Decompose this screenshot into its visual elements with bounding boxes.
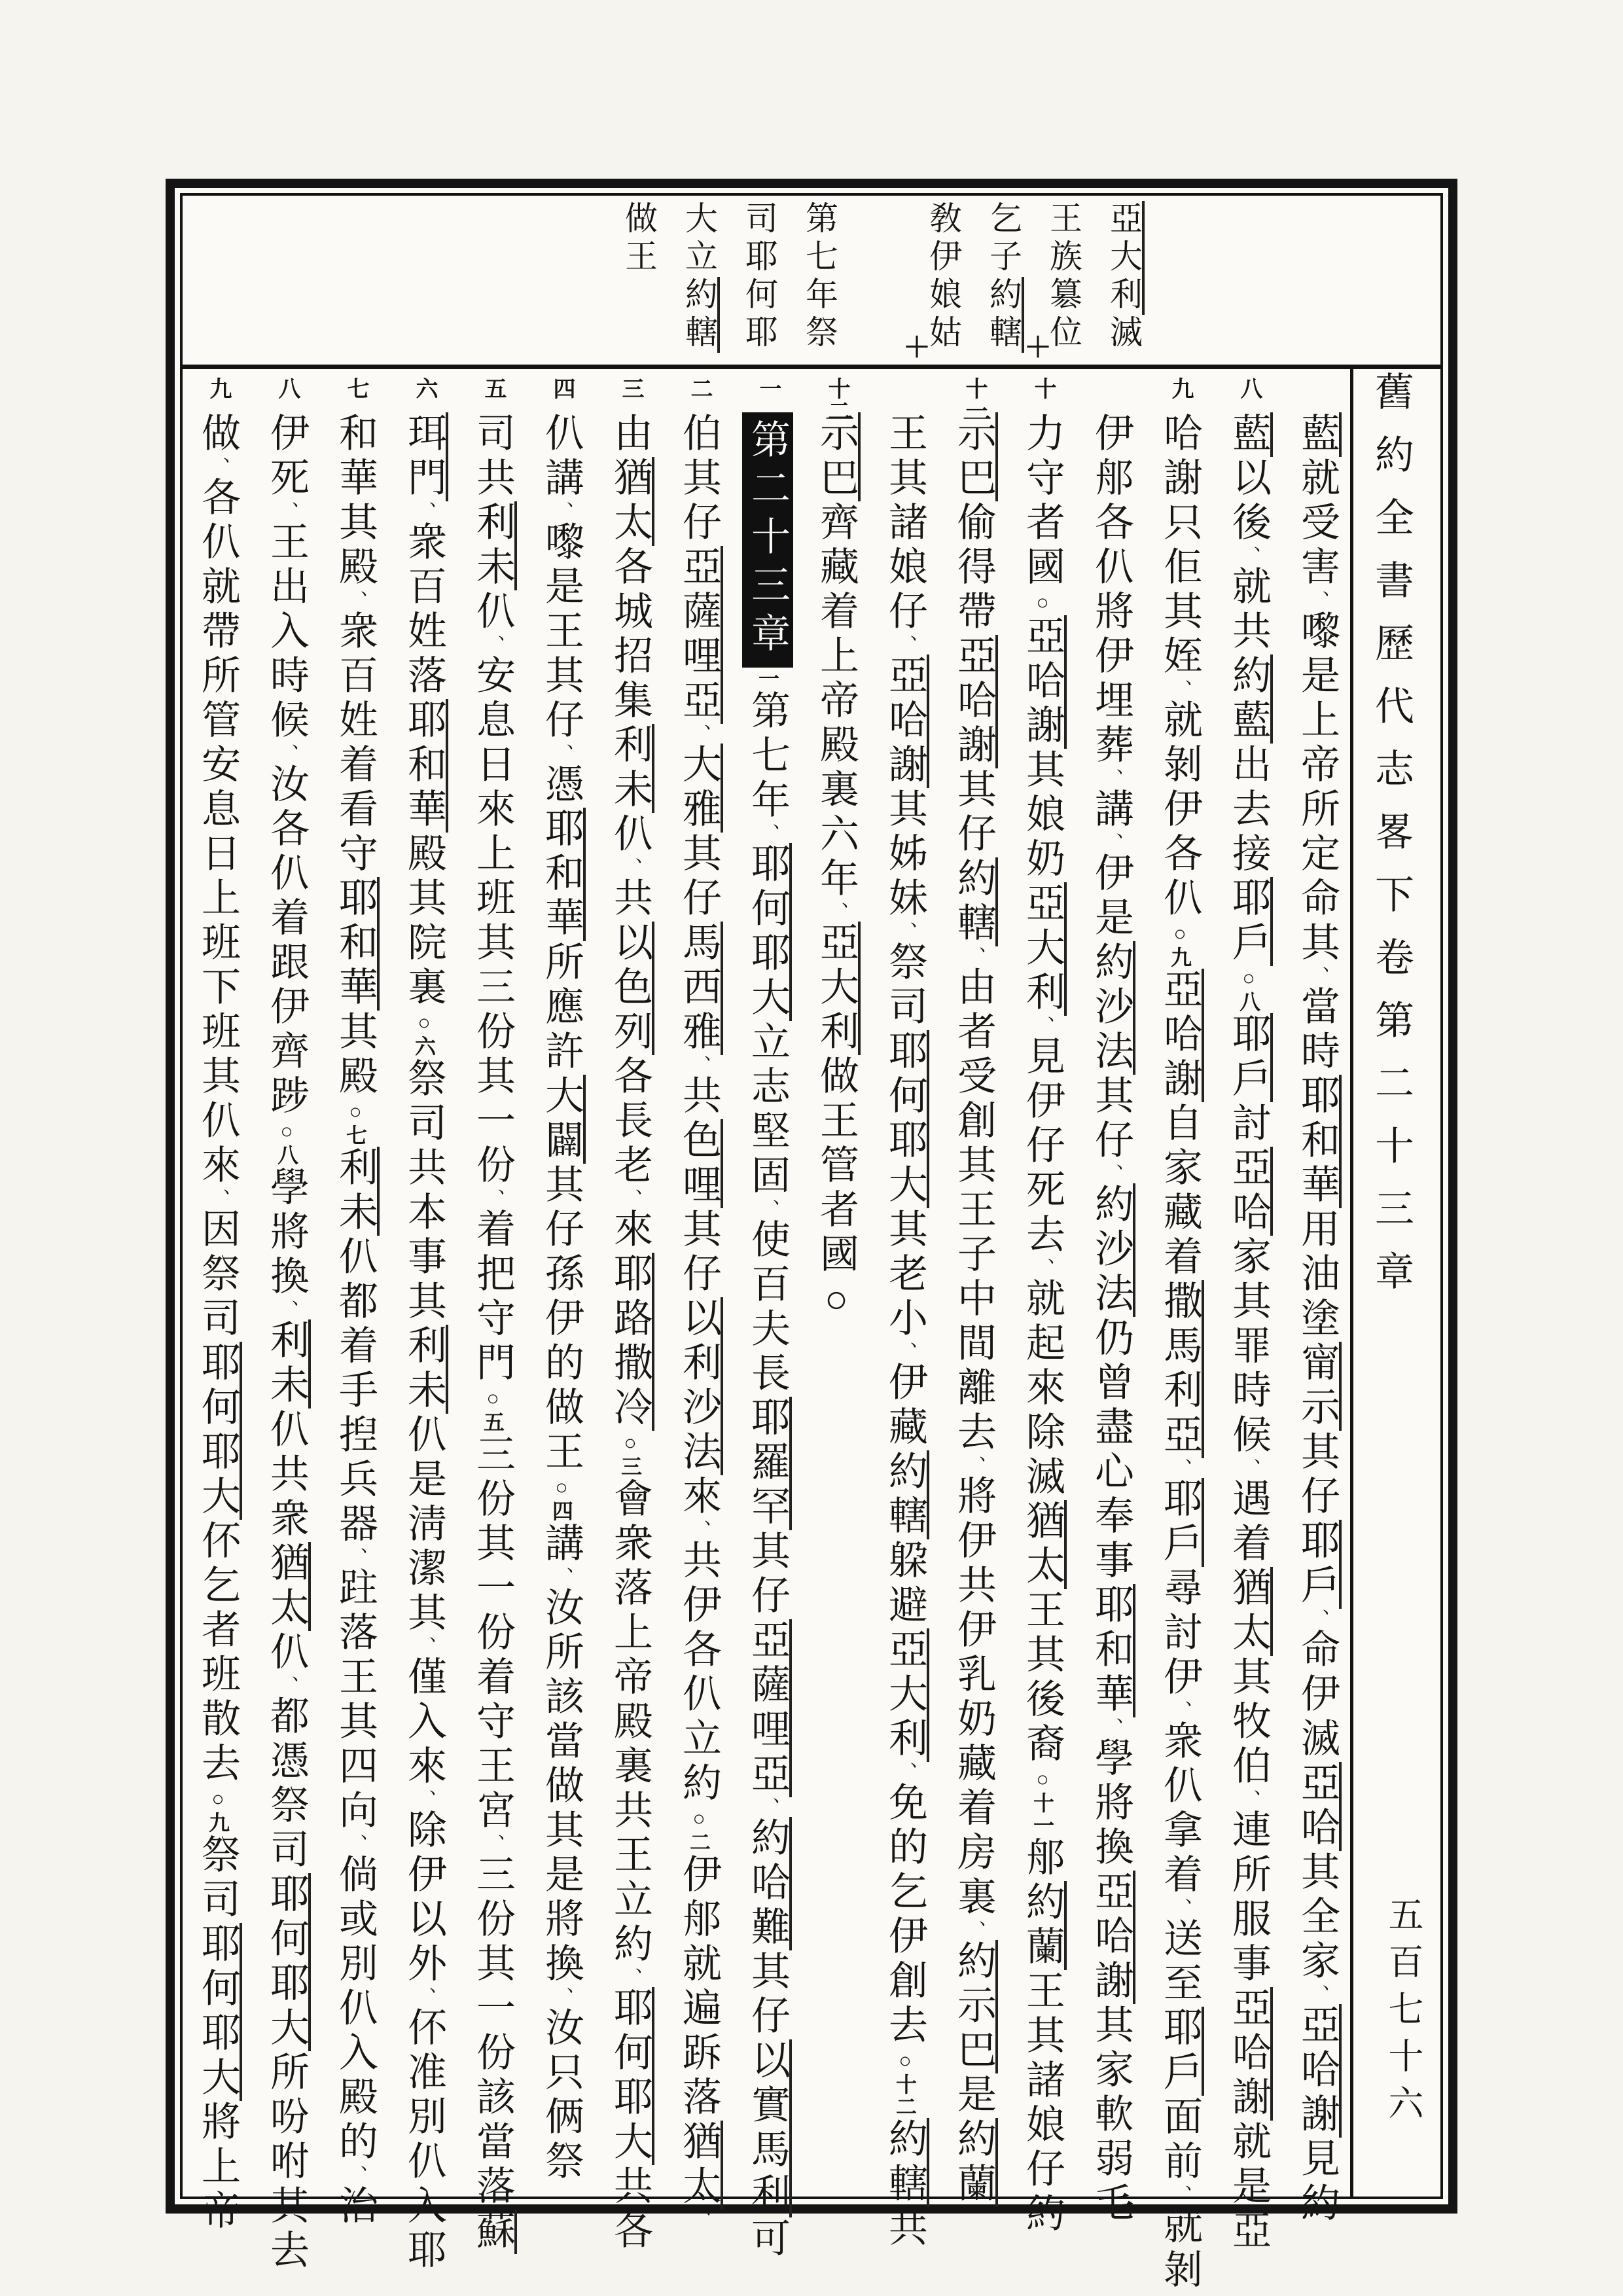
text-column: 王其諸娘仔、亞哈謝其姊妹、祭司耶何耶大其老小、伊藏約轄躱避亞大利、免的乞伊創去○十二約轄共 bbox=[872, 412, 938, 2209]
proper-name-mark: 甯示 bbox=[1296, 1342, 1342, 1431]
text-column: 十 力守者國○亞哈謝其娘奶亞大利、見伊仔死去、就起來除滅猶太王其後裔○十一郍約蘭王其諸娘仔約 bbox=[1010, 412, 1075, 2209]
annotation-column: 亞大利滅 bbox=[1094, 201, 1154, 358]
ideographic-comma: 、 bbox=[414, 1987, 435, 2007]
ideographic-comma: 、 bbox=[1307, 1984, 1329, 2004]
page-number: 五百七十六 bbox=[1383, 1896, 1423, 2132]
verse-marker: ○七 bbox=[344, 1100, 367, 1147]
verse-number-top: 八 bbox=[275, 377, 299, 399]
ideographic-comma: 、 bbox=[963, 946, 985, 966]
proper-name-mark: 耶戶 bbox=[1227, 1013, 1273, 1102]
ideographic-comma: 、 bbox=[1238, 1458, 1260, 1478]
ideographic-comma: 、 bbox=[895, 1762, 916, 1782]
proper-name-mark: 耶戶 bbox=[1158, 1478, 1204, 1567]
proper-name-mark: 大闢 bbox=[540, 1075, 586, 1164]
ideographic-comma: 、 bbox=[276, 1300, 298, 1319]
proper-name-mark: 約示巴 bbox=[952, 1940, 998, 2073]
chapter-title: 第二十三章 bbox=[1370, 999, 1413, 1314]
ideographic-comma: 、 bbox=[757, 1199, 779, 1219]
ideographic-comma: 、 bbox=[1101, 768, 1122, 788]
proper-name-mark: 約哈難 bbox=[746, 1817, 792, 1950]
verse-marker: ○三 bbox=[618, 1431, 642, 1478]
ideographic-comma: 、 bbox=[1307, 590, 1329, 610]
proper-name-mark: 亞哈謝 bbox=[1090, 1871, 1135, 2004]
proper-name-mark: 大雅 bbox=[677, 744, 723, 833]
annotation-column: 敎伊娘姑 bbox=[925, 201, 961, 353]
verse-number-top: 八 bbox=[1237, 377, 1261, 399]
proper-name-mark: 利未 bbox=[609, 724, 654, 813]
ideographic-comma: 、 bbox=[345, 1834, 366, 1854]
proper-name-mark: 亞哈謝 bbox=[952, 635, 998, 768]
ideographic-comma: 、 bbox=[757, 823, 779, 843]
text-column: 九 做、各仈就帶所管安息日上班下班其仈來、因祭司耶何耶大伓乞者班散去○九祭司耶何耶大將上帝 bbox=[185, 412, 251, 2209]
verse-number-top: 五 bbox=[481, 377, 505, 399]
proper-name-mark: 亞哈謝 bbox=[1227, 1987, 1273, 2121]
proper-name-mark: 耶羅罕 bbox=[746, 1397, 792, 1530]
proper-name-mark: 馬西雅 bbox=[677, 922, 723, 1055]
verse-number-top: 三 bbox=[618, 377, 643, 399]
proper-name-mark: 耶何耶大 bbox=[609, 1987, 654, 2165]
proper-name-mark: 亞哈 bbox=[1227, 1147, 1273, 1236]
verse-marker: ○九 bbox=[206, 1787, 230, 1834]
proper-name-mark: 利未 bbox=[471, 501, 517, 590]
ideographic-comma: 、 bbox=[620, 857, 641, 877]
ideographic-comma: 、 bbox=[276, 1676, 298, 1695]
proper-name-mark: 以利沙法 bbox=[677, 1297, 723, 1475]
text-column: 三 由猶太各城招集利未仈、共以色列各長老、來耶路撒冷○三會衆落上帝殿裏共王立約、耶何耶大共各 bbox=[597, 412, 663, 2209]
proper-name-mark: 約轄 bbox=[681, 277, 720, 353]
proper-name-mark: 約轄 bbox=[883, 1450, 929, 1539]
verse-marker: ○十二 bbox=[893, 2049, 917, 2118]
verse-number-top: 十一 bbox=[962, 377, 986, 422]
text-column: 四 仈講、嚟是王其仔、憑耶和華所應許大闢其仔孫伊的做王○四講、汝所該當做其是將換、汝只俩祭 bbox=[529, 412, 594, 2209]
proper-name-mark: 猶太 bbox=[677, 2121, 723, 2210]
proper-name-mark: 約藍 bbox=[1227, 655, 1273, 744]
verse-marker: ○四 bbox=[550, 1475, 573, 1522]
ideographic-comma: 、 bbox=[276, 501, 298, 521]
chapter-heading-box: 第二十三章 bbox=[742, 412, 793, 668]
proper-name-mark: 蘇 bbox=[471, 2210, 517, 2254]
ideographic-comma: 、 bbox=[688, 1520, 710, 1539]
ideographic-comma: 、 bbox=[1238, 1789, 1260, 1809]
ideographic-comma: 、 bbox=[963, 1920, 985, 1940]
ideographic-comma: 、 bbox=[207, 1189, 229, 1208]
verse-number-top: 九 bbox=[206, 377, 230, 399]
proper-name-mark: 藍 bbox=[1296, 412, 1342, 457]
proper-name-mark: 約轄 bbox=[952, 857, 998, 946]
verse-number-top: 七 bbox=[344, 377, 368, 399]
ideographic-comma: 、 bbox=[551, 744, 573, 763]
ideographic-comma: 、 bbox=[620, 1189, 641, 1208]
proper-name-mark: 以實馬利 bbox=[746, 2039, 792, 2217]
proper-name-mark: 約沙法 bbox=[1090, 1183, 1135, 1317]
verse-number-top: 九 bbox=[1168, 377, 1192, 399]
proper-name-mark: 耶何耶大 bbox=[196, 1342, 242, 1520]
proper-name-mark: 約轄 bbox=[883, 2118, 929, 2207]
proper-name-mark: 約蘭 bbox=[1021, 1881, 1067, 1970]
ideographic-comma: 、 bbox=[1032, 1016, 1054, 1035]
ideographic-comma: 、 bbox=[1032, 1258, 1054, 1278]
ideographic-comma: 、 bbox=[895, 635, 916, 655]
ideographic-comma: 、 bbox=[1169, 679, 1191, 699]
proper-name-mark: 以色列 bbox=[609, 922, 654, 1055]
ideographic-comma: 、 bbox=[482, 635, 504, 655]
verse-number-top: 四 bbox=[550, 377, 574, 399]
annotation-column: 王族簒位 bbox=[1045, 201, 1082, 353]
proper-name-mark: 耶和華 bbox=[402, 699, 448, 833]
proper-name-mark: 珥門 bbox=[402, 412, 448, 501]
proper-name-mark: 示巴 bbox=[952, 412, 998, 501]
ideographic-comma: 、 bbox=[551, 501, 573, 521]
proper-name-mark: 耶路撒冷 bbox=[609, 1253, 654, 1431]
proper-name-mark: 利未 bbox=[402, 1325, 448, 1414]
ideographic-comma: 、 bbox=[1101, 1164, 1122, 1183]
proper-name-mark: 示巴 bbox=[815, 412, 861, 501]
page-frame bbox=[166, 179, 1457, 2293]
ideographic-comma: 、 bbox=[1101, 833, 1122, 852]
verse-marker: ○六 bbox=[412, 1011, 436, 1058]
text-column: 二 伯其仔亞薩哩亞、大雅其仔馬西雅、共色哩其仔以利沙法來、共伊各仈立約○二伊郍就遍跅落猶太、 bbox=[666, 412, 732, 2209]
ideographic-comma: 、 bbox=[345, 1547, 366, 1567]
proper-name-mark: 約沙法 bbox=[1090, 941, 1135, 1075]
text-column: 七 和華其殿、衆百姓着看守耶和華其殿○七利未仈都着手揑兵器、跓落王其四向、倘或別仈入殿的、治 bbox=[323, 412, 388, 2209]
proper-name-mark: 亞哈謝 bbox=[1296, 2004, 1342, 2138]
proper-name-mark: 亞哈謝 bbox=[1158, 969, 1204, 1102]
verse-number-top: 一 bbox=[756, 377, 780, 399]
proper-name-mark: 耶戶 bbox=[1158, 2007, 1204, 2096]
verse-number-top: 十 bbox=[1031, 377, 1055, 399]
verse-marker: ○ bbox=[1031, 590, 1054, 615]
text-column: 九 哈謝只佢其姪、就剝伊各仈○九亞哈謝自家藏着撒馬利亞、耶戶尋討伊、衆仈拿着、送至耶戶面前、就剝 bbox=[1147, 412, 1213, 2209]
verse-number-top: 六 bbox=[412, 377, 437, 399]
proper-name-mark: 亞哈謝 bbox=[883, 655, 929, 788]
verse-number-top: 十二 bbox=[825, 377, 849, 422]
proper-name-mark: 利未 bbox=[265, 1319, 311, 1408]
ideographic-comma: 、 bbox=[482, 1834, 504, 1854]
verse-number-top: 二 bbox=[687, 377, 711, 399]
ideographic-comma: 、 bbox=[895, 922, 916, 941]
text-column: 十一 示巴偷得帶亞哈謝其仔約轄、由者受創其王子中間離去、將伊共伊乳奶藏着房裏、約示巴是約蘭 bbox=[941, 412, 1007, 2209]
annotation-column: 大立約轄 bbox=[669, 201, 729, 358]
cross-ref-icon: ＋ bbox=[903, 333, 931, 363]
main-text-area bbox=[185, 377, 1350, 2293]
book-title: 舊約全書 bbox=[1370, 371, 1413, 622]
header-rule bbox=[183, 365, 1440, 369]
section-title: 歷代志畧下卷 bbox=[1370, 622, 1413, 999]
text-column: 藍就受害、嚟是上帝所定命其、當時耶和華用油塗甯示其仔耶戶、命伊滅亞哈其全家、亞哈謝見約 bbox=[1285, 412, 1350, 2209]
ideographic-comma: 、 bbox=[826, 902, 847, 922]
ideographic-comma: 、 bbox=[757, 1797, 779, 1817]
proper-name-mark: 猶太 bbox=[1227, 1567, 1273, 1656]
text-column: 五 司共利未仈、安息日來上班其三份其一份、着把守門○五三份其一份着守王宮、三份其一份該當落蘇 bbox=[460, 412, 526, 2209]
text-column: 八 伊死、王出入時候、汝各仈着跟伊齊踄○八學將換、利未仈共衆猶太仈、都憑祭司耶何耶大所吩咐其去 bbox=[254, 412, 319, 2209]
text-column: 十二 示巴齊藏着上帝殿裏六年、亞大利做王管者國○ bbox=[804, 412, 869, 2209]
verse-marker: ○八 bbox=[275, 1119, 298, 1166]
ideographic-comma: 、 bbox=[482, 1189, 504, 1208]
annotation-column: 乞子約轄 bbox=[973, 201, 1033, 358]
ideographic-comma: 、 bbox=[207, 457, 229, 476]
proper-name-mark: 耶何耶大 bbox=[746, 843, 792, 1021]
ideographic-comma: 、 bbox=[414, 501, 435, 521]
proper-name-mark: 利未 bbox=[334, 1147, 380, 1236]
proper-name-mark: 亞薩哩亞 bbox=[677, 546, 723, 724]
proper-name-mark: 撒馬利亞 bbox=[1158, 1280, 1204, 1458]
verse-marker: ○五 bbox=[481, 1386, 505, 1433]
text-column: 伊郍各仈將伊埋葬、講、伊是約沙法其仔、約沙法仍曾盡心奉事耶和華、學將換亞哈謝其家軟弱毛 bbox=[1079, 412, 1144, 2209]
proper-name-mark: 耶和華 bbox=[334, 877, 380, 1011]
proper-name-mark: 約蘭 bbox=[952, 2118, 998, 2207]
ideographic-comma: 、 bbox=[895, 1342, 916, 1361]
ideographic-comma: 、 bbox=[276, 744, 298, 763]
proper-name-mark: 亞大利 bbox=[883, 1628, 929, 1762]
ideographic-comma: 、 bbox=[414, 1636, 435, 1656]
ideographic-comma: 、 bbox=[620, 1967, 641, 1987]
ideographic-comma: 、 bbox=[688, 1055, 710, 1075]
page-content bbox=[183, 196, 1440, 2293]
proper-name-mark: 藍 bbox=[1227, 412, 1273, 457]
verse-marker: 一 bbox=[756, 668, 779, 690]
annotation-column: 做王 bbox=[620, 201, 657, 277]
verse-marker: ○九 bbox=[1168, 922, 1192, 969]
proper-name-mark: 亞薩哩亞 bbox=[746, 1619, 792, 1797]
ideographic-comma: 、 bbox=[345, 590, 366, 610]
proper-name-mark: 亞哈 bbox=[1296, 1762, 1342, 1851]
proper-name-mark: 耶何耶大 bbox=[883, 1030, 929, 1208]
proper-name-mark: 耶和華 bbox=[1090, 1584, 1135, 1717]
verse-marker: ○十一 bbox=[1031, 1767, 1054, 1837]
proper-name-mark: 耶何耶大 bbox=[196, 1923, 242, 2101]
proper-name-mark: 耶戶 bbox=[1227, 877, 1273, 966]
text-column: 八 藍以後、就共約藍出去接耶戶○八耶戶討亞哈家其罪時候、遇着猶太其牧伯、連所服事亞哈謝就是亞 bbox=[1216, 412, 1281, 2209]
ideographic-comma: 、 bbox=[1169, 1700, 1191, 1720]
ideographic-comma: 、 bbox=[551, 1987, 573, 2007]
ideographic-comma: 、 bbox=[1238, 546, 1260, 565]
ideographic-comma: 、 bbox=[1169, 2185, 1191, 2204]
ideographic-comma: 、 bbox=[688, 724, 710, 744]
text-column: 六 珥門、衆百姓落耶和華殿其院裏○六祭司共本事其利未仈是淸潔其、僅入來、除伊以外、伓准別仈入耶 bbox=[391, 412, 457, 2209]
ideographic-comma: 、 bbox=[414, 1789, 435, 1809]
proper-name-mark: 猶太 bbox=[1021, 1500, 1067, 1589]
proper-name-mark: 亞哈謝 bbox=[1021, 615, 1067, 749]
cross-ref-icon: ＋ bbox=[1024, 333, 1052, 363]
verse-marker: ○八 bbox=[1237, 966, 1260, 1013]
text-column: 一 第二十三章一第七年、耶何耶大立志堅固、使百夫長耶羅罕其仔亞薩哩亞、約哈難其仔以實馬利可 bbox=[735, 412, 800, 2209]
ideographic-comma: 、 bbox=[1169, 1898, 1191, 1918]
ideographic-comma: 、 bbox=[963, 1456, 985, 1475]
ideographic-comma: 、 bbox=[551, 1567, 573, 1587]
proper-name-mark: 亞大利 bbox=[1105, 201, 1145, 315]
proper-name-mark: 亞大利 bbox=[815, 922, 861, 1055]
annotation-column: 司耶何耶 bbox=[741, 201, 777, 353]
proper-name-mark: 耶何耶大 bbox=[265, 1873, 311, 2051]
ideographic-comma: 、 bbox=[1169, 1458, 1191, 1478]
proper-name-mark: 耶和華 bbox=[1296, 1075, 1342, 1208]
verse-marker: ○二 bbox=[687, 1806, 711, 1854]
proper-name-mark: 亞大利 bbox=[1021, 882, 1067, 1016]
proper-name-mark: 色哩 bbox=[677, 1119, 723, 1208]
ideographic-comma: 、 bbox=[1307, 1609, 1329, 1628]
header-annotation-left bbox=[609, 201, 849, 358]
annotation-column: 第七年祭 bbox=[801, 201, 838, 353]
ideographic-comma: 、 bbox=[345, 2165, 366, 2185]
proper-name-mark: 猶太 bbox=[609, 457, 654, 546]
title-column bbox=[1361, 371, 1440, 2197]
ideographic-comma: 、 bbox=[688, 2210, 710, 2229]
ideographic-comma: 、 bbox=[1101, 1717, 1122, 1737]
proper-name-mark: 耶戶 bbox=[1296, 1520, 1342, 1609]
proper-name-mark: 耶和華 bbox=[540, 808, 586, 941]
ideographic-comma: 、 bbox=[1307, 966, 1329, 986]
proper-name-mark: 猶太 bbox=[265, 1542, 311, 1631]
proper-name-mark: 約轄 bbox=[985, 277, 1024, 353]
